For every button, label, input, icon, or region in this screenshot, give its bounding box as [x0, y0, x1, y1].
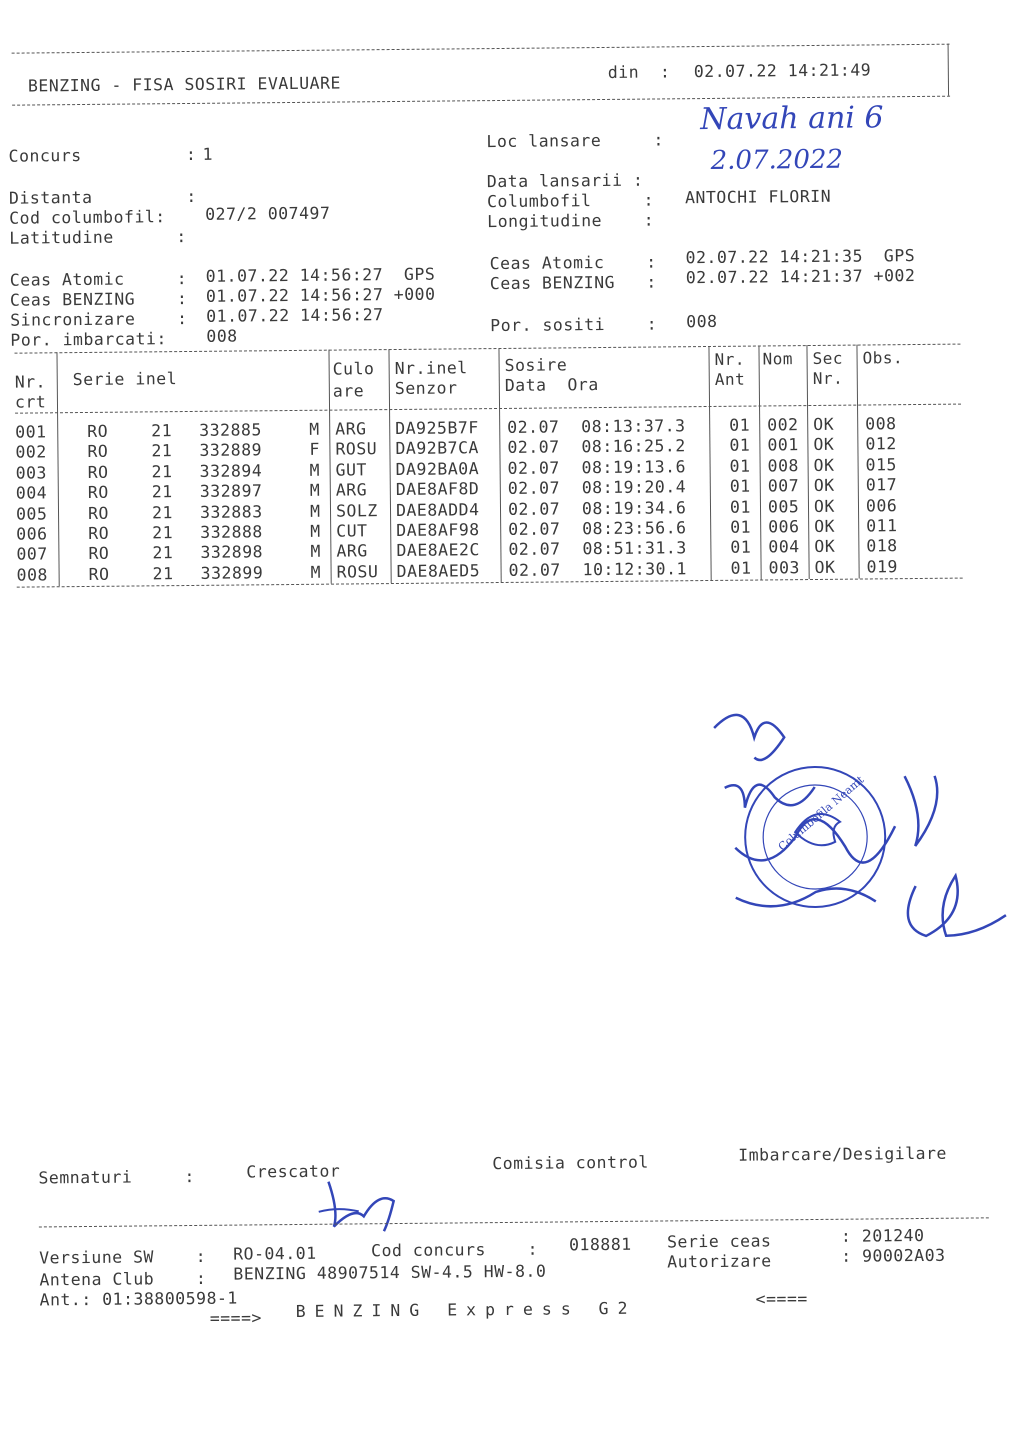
- cell-an: 21: [151, 482, 173, 502]
- express-right-arrow: <====: [755, 1289, 808, 1309]
- cell-obs: 017: [865, 475, 898, 495]
- cell-obs: 018: [866, 536, 898, 556]
- cell-an: 21: [151, 421, 173, 441]
- loc-lansare-label: Loc lansare :: [486, 130, 664, 152]
- imbarcati-value: 008: [206, 326, 238, 346]
- cell-sec: OK: [814, 516, 836, 536]
- cell-inel: 332883: [199, 501, 263, 522]
- cell-ora: 08:16:25.2: [581, 436, 686, 457]
- cell-senzor: DAE8ADD4: [395, 499, 480, 520]
- cell-inel: 332889: [199, 440, 263, 461]
- longitudine-label: Longitudine :: [487, 210, 655, 232]
- versiune-value: RO-04.01: [233, 1243, 317, 1264]
- cell-senzor: DAE8AED5: [396, 561, 481, 581]
- cell-ora: 08:23:56.6: [582, 518, 687, 539]
- sositi-value: 008: [686, 311, 718, 332]
- ceas-benzing-label-left: Ceas BENZING :: [9, 289, 188, 310]
- cell-nr: 007: [16, 544, 48, 565]
- latitudine-label: Latitudine :: [9, 227, 187, 248]
- cell-sec: OK: [813, 435, 835, 455]
- cell-nr: 004: [15, 483, 48, 503]
- col-divider-5: [708, 346, 711, 580]
- th-data-ora: Data Ora: [504, 375, 599, 395]
- serie-ceas-label: Serie ceas: [666, 1231, 772, 1252]
- cell-data: 02.07: [507, 437, 560, 458]
- semnaturi-label: Semnaturi :: [38, 1166, 196, 1188]
- document-title: BENZING - FISA SOSIRI EVALUARE: [27, 73, 342, 96]
- cell-ant: 01: [730, 558, 752, 578]
- cell-culoare: ROSU: [336, 561, 379, 582]
- columbofil-label: Columbofil :: [486, 190, 655, 212]
- cell-an: 21: [152, 523, 174, 543]
- distanta-label: Distanta :: [8, 186, 197, 208]
- imbarcati-label: Por. imbarcati:: [10, 329, 167, 350]
- columbofil-value: ANTOCHI FLORIN: [684, 186, 832, 208]
- ceas-atomic-label-right: Ceas Atomic :: [489, 252, 657, 274]
- cell-ora: 08:19:20.4: [581, 477, 687, 498]
- th-sec-2: Nr.: [812, 368, 844, 389]
- cell-sec: OK: [813, 496, 835, 516]
- serie-ceas-value: : 201240: [840, 1225, 925, 1246]
- cell-nom: 003: [768, 557, 800, 578]
- cell-an: 21: [151, 461, 173, 482]
- autorizare-label: Autorizare: [667, 1251, 772, 1272]
- cell-ant: 01: [729, 497, 751, 517]
- sincronizare-value: 01.07.22 14:56:27: [206, 305, 384, 326]
- cell-nr: 006: [16, 524, 48, 544]
- cell-obs: 008: [865, 414, 897, 434]
- cell-obs: 015: [865, 454, 898, 475]
- cell-tara: RO: [87, 421, 109, 441]
- cell-an: 21: [152, 563, 174, 584]
- cell-ora: 08:19:34.6: [581, 497, 687, 518]
- cod-concurs-value: 018881: [568, 1234, 632, 1255]
- cell-nr: 001: [15, 422, 47, 442]
- th-serie-inel: Serie inel: [72, 369, 178, 390]
- th-senzor: Senzor: [394, 378, 458, 399]
- col-divider-1: [56, 352, 59, 586]
- autorizare-value: : 90002A03: [841, 1245, 946, 1266]
- cell-ant: 01: [730, 537, 752, 558]
- stamp-and-signature-icon: [704, 695, 1006, 958]
- cell-data: 02.07: [507, 499, 561, 519]
- cell-nr: 005: [15, 503, 48, 524]
- cell-sec: OK: [814, 537, 836, 557]
- cell-inel: 332885: [199, 420, 262, 440]
- th-nr-ant-2: Ant: [714, 369, 746, 389]
- cell-inel: 332899: [200, 563, 264, 583]
- cell-senzor: DA925B7F: [395, 418, 479, 439]
- header-top-rule: [12, 44, 950, 54]
- ceas-benzing-label-right: Ceas BENZING :: [489, 272, 657, 294]
- crescator-label: Crescator: [246, 1161, 341, 1182]
- loc-lansare-handwritten: Navah ani 6: [700, 100, 884, 138]
- cell-sex: M: [309, 460, 321, 480]
- sositi-label: Por. sositi :: [490, 314, 658, 336]
- cell-tara: RO: [88, 523, 110, 543]
- cell-ant: 01: [730, 517, 752, 537]
- cell-culoare: ARG: [336, 541, 368, 561]
- ceas-benzing-value-right: 02.07.22 14:21:37 +002: [685, 266, 916, 288]
- cell-sec: OK: [814, 557, 836, 577]
- table-header-rule: [15, 404, 961, 414]
- antena-club-label: Antena Club :: [39, 1268, 207, 1290]
- cod-columbofil-value: 027/2 007497: [205, 203, 331, 224]
- cell-ora: 08:51:31.3: [582, 538, 687, 559]
- cell-tara: RO: [88, 544, 110, 564]
- data-lansarii-label: Data lansarii :: [486, 170, 644, 192]
- stamp-text: Columbofila Neamt: [775, 773, 867, 854]
- cell-tara: RO: [87, 482, 109, 503]
- cell-an: 21: [151, 502, 173, 522]
- cell-nom: 001: [767, 435, 799, 455]
- cell-nr: 008: [16, 565, 49, 585]
- col-divider-3: [388, 349, 391, 583]
- cell-nom: 002: [767, 415, 799, 435]
- cell-obs: 019: [866, 556, 898, 577]
- cell-culoare: ARG: [335, 480, 368, 500]
- cell-culoare: ARG: [335, 419, 367, 439]
- cell-nr: 003: [15, 463, 48, 483]
- th-culoare-2: are: [332, 381, 365, 401]
- data-lansarii-handwritten: 2.07.2022: [710, 144, 844, 176]
- th-sosire: Sosire: [504, 355, 568, 375]
- cell-senzor: DA92B7CA: [395, 438, 479, 459]
- cell-sex: M: [310, 542, 321, 562]
- cell-data: 02.07: [507, 417, 560, 437]
- cell-ant: 01: [729, 435, 751, 456]
- cell-nom: 004: [768, 537, 800, 557]
- cell-culoare: GUT: [335, 460, 368, 480]
- cell-inel: 332898: [200, 542, 264, 563]
- express-left-arrow: ====>: [209, 1308, 263, 1328]
- cell-culoare: SOLZ: [335, 500, 378, 521]
- sincronizare-label: Sincronizare :: [10, 309, 188, 330]
- ceas-benzing-value-left: 01.07.22 14:56:27 +000: [205, 284, 436, 306]
- cell-obs: 006: [865, 495, 898, 516]
- th-obs: Obs.: [862, 348, 904, 368]
- concurs-value: 1: [202, 144, 214, 164]
- cell-nom: 008: [767, 455, 800, 476]
- cell-tara: RO: [87, 462, 109, 482]
- cell-tara: RO: [88, 564, 110, 584]
- cell-culoare: ROSU: [335, 439, 378, 459]
- cell-data: 02.07: [508, 519, 561, 539]
- th-nr-inel: Nr.inel: [394, 358, 468, 379]
- col-divider-4: [498, 348, 501, 582]
- cell-tara: RO: [87, 503, 109, 523]
- cell-ant: 01: [729, 456, 751, 476]
- cell-nom: 005: [767, 496, 800, 517]
- cell-senzor: DA92BA0A: [395, 459, 480, 479]
- cell-nr: 002: [15, 442, 47, 463]
- ceas-atomic-label-left: Ceas Atomic :: [9, 269, 188, 290]
- antena-id-line: Ant.: 01:38800598-1: [39, 1288, 238, 1310]
- cell-data: 02.07: [507, 478, 561, 499]
- cell-ant: 01: [729, 476, 751, 496]
- cell-senzor: DAE8AE2C: [396, 540, 480, 561]
- antena-club-value: BENZING 48907514 SW-4.5 HW-8.0: [233, 1261, 547, 1284]
- cell-data: 02.07: [508, 560, 561, 580]
- cell-inel: 332894: [199, 461, 263, 481]
- cod-concurs-label: Cod concurs :: [371, 1239, 539, 1261]
- th-nr: Nr.: [14, 372, 47, 392]
- cell-data: 02.07: [508, 539, 561, 560]
- concurs-label: Concurs :: [8, 144, 197, 166]
- cell-an: 21: [152, 543, 174, 563]
- express-banner: BENZING Express G2: [295, 1298, 637, 1322]
- cell-data: 02.07: [507, 458, 560, 478]
- cell-culoare: CUT: [336, 521, 368, 541]
- col-divider-6: [758, 346, 761, 580]
- header-right-border: [948, 44, 949, 96]
- col-divider-8: [856, 345, 859, 579]
- th-nom: Nom: [762, 349, 794, 369]
- col-divider-2: [328, 350, 331, 584]
- cell-senzor: DAE8AF98: [396, 520, 480, 541]
- cell-ora: 08:19:13.6: [581, 457, 687, 478]
- cell-sex: M: [309, 480, 321, 501]
- cell-ant: 01: [729, 415, 751, 435]
- cell-ora: 08:13:37.3: [581, 416, 686, 437]
- cell-inel: 332897: [199, 481, 263, 502]
- comisia-control-label: Comisia control: [492, 1152, 649, 1174]
- cell-inel: 332888: [200, 522, 263, 542]
- ceas-atomic-value-right: 02.07.22 14:21:35 GPS: [685, 246, 916, 268]
- th-sec-1: Sec: [812, 348, 844, 369]
- cell-sex: M: [310, 521, 321, 541]
- th-nr-ant-1: Nr.: [714, 349, 746, 369]
- cell-sex: M: [309, 419, 320, 439]
- col-divider-7: [806, 345, 809, 579]
- cell-sec: OK: [813, 455, 835, 475]
- versiune-label: Versiune SW :: [39, 1246, 207, 1268]
- cell-sec: OK: [813, 475, 835, 496]
- cell-nom: 006: [768, 517, 800, 537]
- cell-ora: 10:12:30.1: [582, 559, 688, 580]
- din-label: din :: [607, 62, 671, 82]
- cell-nom: 007: [767, 476, 800, 496]
- cell-sec: OK: [813, 414, 835, 434]
- imbarcare-desigilare-label: Imbarcare/Desigilare: [738, 1143, 947, 1165]
- cell-obs: 011: [866, 516, 898, 536]
- din-value: 02.07.22 14:21:49: [693, 60, 872, 82]
- cell-sex: M: [310, 562, 322, 582]
- cell-senzor: DAE8AF8D: [395, 479, 480, 500]
- ceas-atomic-value-left: 01.07.22 14:56:27 GPS: [205, 264, 436, 286]
- cell-sex: M: [309, 501, 321, 521]
- th-culoare-1: Culo: [332, 359, 375, 379]
- cell-an: 21: [151, 441, 173, 461]
- cell-obs: 012: [865, 434, 897, 454]
- cell-sex: F: [309, 440, 320, 460]
- cod-columbofil-label: Cod columbofil:: [9, 207, 166, 228]
- cell-tara: RO: [87, 442, 109, 462]
- th-crt: crt: [14, 392, 47, 412]
